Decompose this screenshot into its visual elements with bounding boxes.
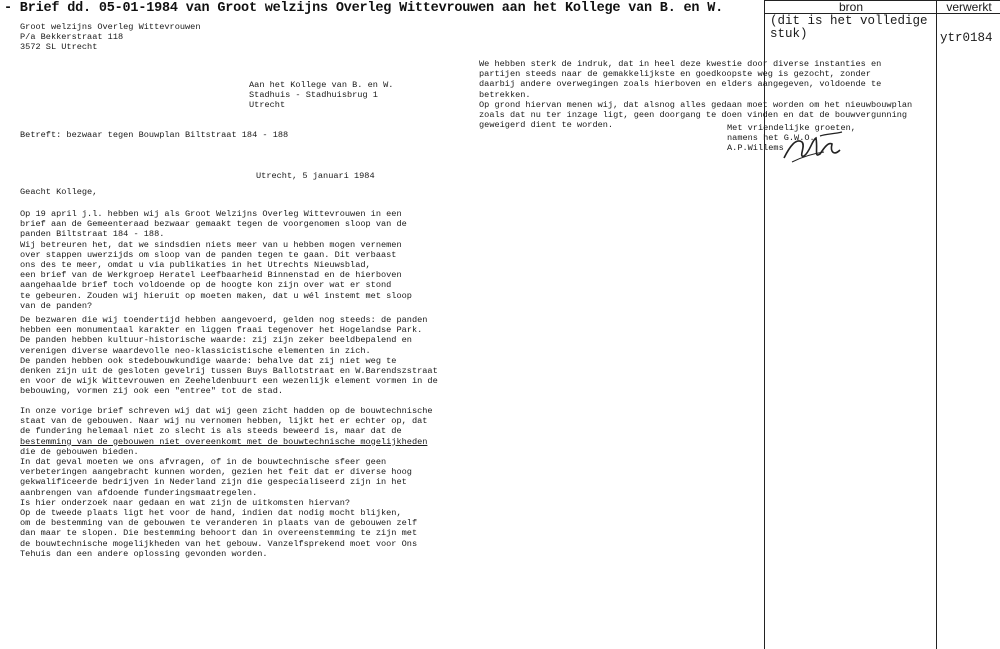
bron-column-header: bron <box>838 0 864 14</box>
bron-value <box>770 15 928 41</box>
text-line: staat van de gebouwen. Naar wij nu vernomen hebben, lijkt het er echter op, dat <box>20 416 428 427</box>
text-line: zoals dat nu ter inzage ligt, geen doorgang te doen vinden en dat de bouwvergunning <box>479 110 908 121</box>
closing-line: A.P.Willems <box>727 143 784 153</box>
text-line: geweigerd dient te worden. <box>479 120 614 131</box>
text-line: verbeteringen aangebracht kunnen worden, gezien het feit dat er diverse hoog <box>20 467 412 478</box>
text-line: bebouwing, vormen zij ook een "entree" tot de stad. <box>20 386 284 397</box>
address-line: Aan het Kollege van B. en W. <box>249 80 394 90</box>
document-heading: - Brief dd. 05-01-1984 van Groot welzijns Overleg Wittevrouwen aan het Kollege van B. en W. <box>4 1 724 16</box>
subject-line: Betreft: bezwaar tegen Bouwplan Biltstraat 184 - 188 <box>20 130 289 140</box>
bron-value-line: (dit is het volledige <box>770 14 928 28</box>
handwritten-signature <box>780 128 860 168</box>
sender-address <box>20 22 201 52</box>
text-line: en voor de wijk Wittevrouwen en Zeeheldenbuurt een wezenlijk element vormen in de <box>20 376 438 387</box>
letter-date: Utrecht, 5 januari 1984 <box>256 171 375 181</box>
address-line: Groot welzijns Overleg Wittevrouwen <box>20 22 201 32</box>
text-line: om de bestemming van de gebouwen te veranderen in plaats van de gebouwen zelf <box>20 518 418 529</box>
text-line: de fundering helemaal niet zo slecht is als steeds beweerd is, maar dat de <box>20 426 402 437</box>
paragraph-3 <box>20 406 433 559</box>
text-line: gekwalificeerde bedrijven in Nederland zijn die gespecialiseerd zijn in het <box>20 477 407 488</box>
text-line: We hebben sterk de indruk, dat in heel deze kwestie door diverse instanties en <box>479 59 882 69</box>
text-line: In dat geval moeten we ons afvragen, of in de bouwtechnische sfeer geen <box>20 457 387 468</box>
closing-line: namens het G.W.O. <box>727 133 815 143</box>
address-line: 3572 SL Utrecht <box>20 42 98 52</box>
text-line: daarbij andere overwegingen zoals hierboven en elders aangegeven, voldoende te <box>479 79 882 90</box>
text-line: partijen steeds naar de gemakkelijkste en goedkoopste weg is gezocht, zonder <box>479 69 871 80</box>
address-line: Stadhuis - Stadhuisbrug 1 <box>249 90 378 100</box>
address-line: P/a Bekkerstraat 118 <box>20 32 124 42</box>
paragraph-1 <box>20 209 412 311</box>
text-line: In onze vorige brief schreven wij dat wij geen zicht hadden op de bouwtechnische <box>20 406 433 416</box>
bron-value-line: stuk) <box>770 27 808 41</box>
text-line: Is hier onderzoek naar gedaan en wat zijn de uitkomsten hiervan? <box>20 497 351 508</box>
closing-line: Met vriendelijke groeten, <box>727 123 856 133</box>
text-line: hebben een monumentaal karakter en liggen fraai tegenover het Hogelandse Park. <box>20 325 423 336</box>
verwerkt-column-header: verwerkt <box>946 0 992 14</box>
text-line: de bouwtechnische mogelijkheden van het gebouw. Vanzelfsprekend moet voor Ons <box>20 538 418 549</box>
text-line: die de gebouwen bieden. <box>20 446 139 457</box>
text-line: over stappen uwerzijds om sloop van de panden tegen te gaan. Dit verbaast <box>20 249 397 260</box>
text-line: aangehaalde brief toch voldoende op de hoogte kon zijn over wat er stond <box>20 280 392 291</box>
text-line: De panden hebben kultuur-historische waarde: zij zijn zeker beeldbepalend en <box>20 335 412 346</box>
salutation: Geacht Kollege, <box>20 187 98 197</box>
text-line: ons des te meer, omdat u via publikaties in het Utrechts Nieuwsblad, <box>20 260 371 271</box>
text-line: aanbrengen van afdoende funderingsmaatregelen. <box>20 487 258 498</box>
text-line: een brief van de Werkgroep Heratel Leefbaarheid Binnenstad en de hierboven <box>20 270 402 281</box>
text-line: bestemming van de gebouwen niet overeenkomt met de bouwtechnische mogelijkheden <box>20 436 428 447</box>
text-line: betrekken. <box>479 89 531 100</box>
continuation-paragraph <box>479 59 912 130</box>
paragraph-2 <box>20 315 438 397</box>
text-line: van de panden? <box>20 300 93 311</box>
text-line: De bezwaren die wij toendertijd hebben aangevoerd, gelden nog steeds: de panden <box>20 315 428 325</box>
text-line: dan maar te slopen. Die bestemming behoort dan in overeenstemming te zijn met <box>20 528 418 539</box>
text-line: Op grond hiervan menen wij, dat alsnog alles gedaan moet worden om het nieuwbouwplan <box>479 99 913 110</box>
addressee-address <box>249 80 393 110</box>
text-line: Tehuis dan een andere oplossing gevonden worden. <box>20 548 268 559</box>
text-line: denken zijn uit de gesloten gevelrij tussen Buys Ballotstraat en W.Barendszstraat <box>20 366 438 377</box>
table-divider-middle <box>936 0 937 649</box>
text-line: Op de tweede plaats ligt het voor de hand, indien dat nodig mocht blijken, <box>20 508 402 519</box>
text-line: panden Biltstraat 184 - 188. <box>20 229 165 240</box>
text-line: te gebeuren. Zouden wij hieruit op moeten maken, dat u wél instemt met sloop <box>20 290 412 301</box>
text-line: Op 19 april j.l. hebben wij als Groot Welzijns Overleg Wittevrouwen in een <box>20 209 402 219</box>
text-line: brief aan de Gemeenteraad bezwaar gemaakt tegen de voorgenomen sloop van de <box>20 219 407 230</box>
text-line: verenigen diverse waardevolle neo-klassicistische elementen in zich. <box>20 345 371 356</box>
address-line: Utrecht <box>249 100 286 110</box>
text-line: De panden hebben ook stedebouwkundige waarde: behalve dat zij niet weg te <box>20 355 397 366</box>
text-line: Wij betreuren het, dat we sindsdien niets meer van u hebben mogen vernemen <box>20 239 402 250</box>
verwerkt-value: ytr0184 <box>940 31 993 45</box>
